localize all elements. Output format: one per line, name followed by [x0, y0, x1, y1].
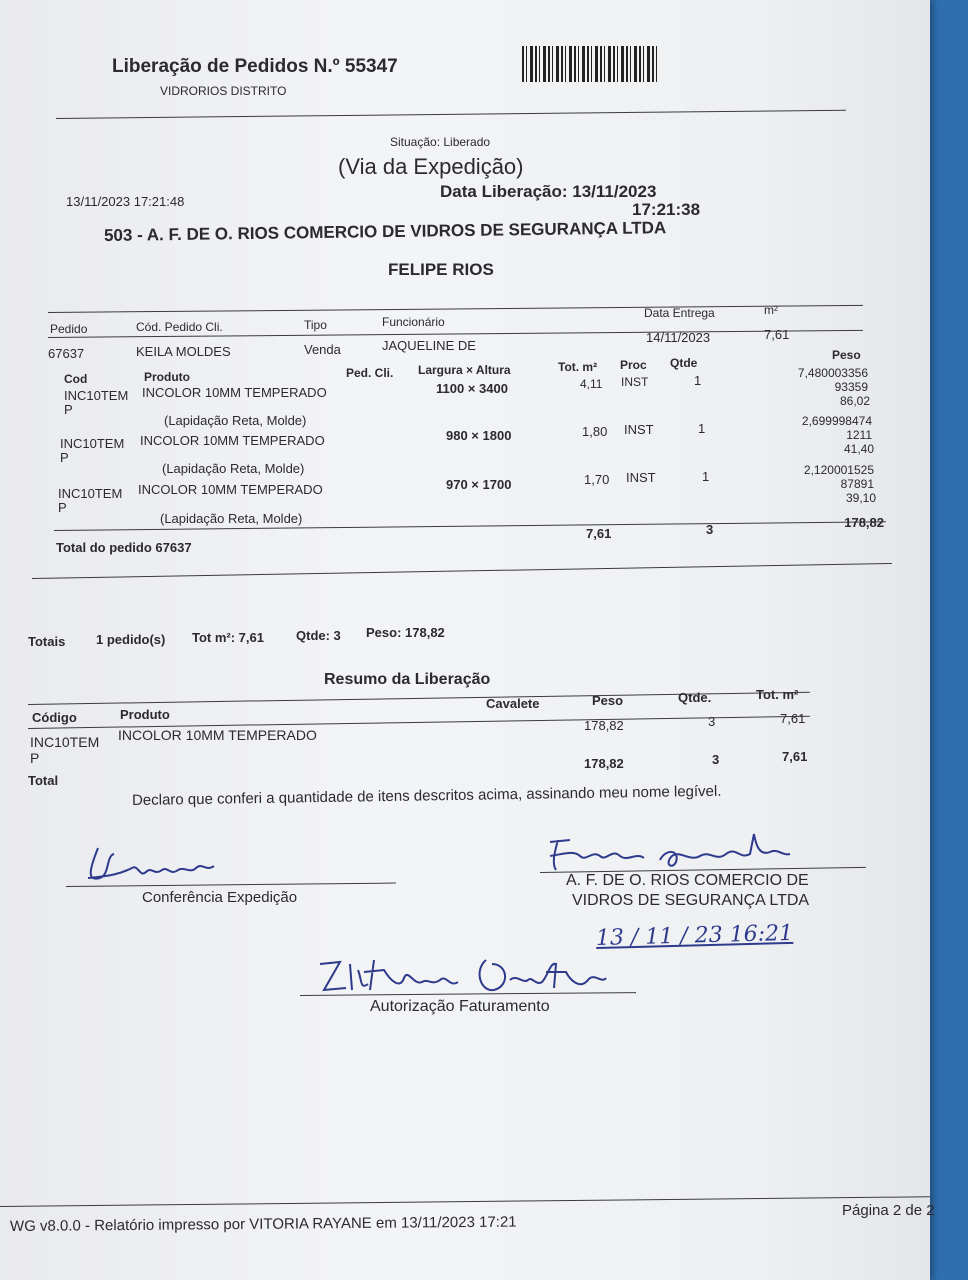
divider: [48, 305, 863, 313]
resumo-total-qtde: 3: [712, 752, 720, 767]
item-code-suffix: P: [64, 402, 73, 417]
item-qtde: 1: [702, 469, 710, 484]
footer-report: WG v8.0.0 - Relatório impresso por VITORIA RAYANE em 13/11/2023 17:21: [9, 1213, 517, 1235]
cliente-sign-line1: A. F. DE O. RIOS COMERCIO DE: [566, 872, 809, 889]
resumo-total-peso: 178,82: [584, 756, 624, 771]
item-qtde: 1: [698, 421, 706, 436]
order-delivery-date: 14/11/2023: [646, 330, 711, 345]
item-m2: 1,70: [584, 472, 610, 487]
item-peso-unit-cont: 1211: [846, 428, 872, 442]
handwritten-date: 13 / 11 / 23 16:21: [595, 920, 794, 951]
company-name: VIDRORIOS DISTRITO: [160, 84, 287, 98]
resumo-col-tot-m2: Tot. m²: [756, 687, 799, 702]
item-proc: INST: [626, 470, 656, 485]
resumo-col-produto: Produto: [120, 707, 170, 722]
item-code: INC10TEM: [58, 486, 123, 501]
divider: [0, 1196, 930, 1207]
item-code: INC10TEM: [64, 388, 129, 403]
item-proc: INST: [624, 422, 654, 437]
col-tot-m2: Tot. m²: [558, 360, 598, 374]
item-obs: (Lapidação Reta, Molde): [162, 461, 305, 476]
totals-qtde: Qtde: 3: [296, 628, 341, 643]
order-m2: 7,61: [764, 327, 790, 342]
item-peso-unit: 2,120001525: [803, 463, 874, 477]
page-number: Página 2 de 2: [842, 1202, 935, 1219]
faturamento-label: Autorização Faturamento: [370, 998, 550, 1015]
item-m2: 4,11: [580, 377, 603, 391]
col-m2: m²: [764, 303, 778, 317]
order-total-qtde: 3: [706, 522, 714, 537]
col-data-entrega: Data Entrega: [644, 306, 715, 320]
release-date: Data Liberação: 13/11/2023: [440, 182, 657, 201]
col-peso: Peso: [832, 348, 861, 362]
resumo-col-cavalete: Cavalete: [486, 696, 540, 711]
divider: [56, 110, 846, 119]
item-product: INCOLOR 10MM TEMPERADO: [142, 385, 327, 400]
resumo-col-qtde: Qtde.: [678, 690, 712, 705]
document-title: Liberação de Pedidos N.º 55347: [112, 56, 398, 77]
resumo-tot-m2: 7,61: [780, 711, 806, 726]
status-text: Situação: Liberado: [390, 135, 491, 149]
col-pedido: Pedido: [50, 322, 88, 336]
item-qtde: 1: [694, 373, 702, 388]
item-peso: 86,02: [839, 394, 870, 408]
item-peso: 39,10: [845, 491, 876, 505]
totals-pedidos: 1 pedido(s): [96, 632, 166, 647]
barcode: [522, 46, 660, 82]
order-employee: JAQUELINE DE: [382, 338, 476, 353]
totals-m2: Tot m²: 7,61: [192, 630, 264, 645]
signature-conferencia: [80, 838, 230, 888]
resumo-code-suffix: P: [30, 750, 40, 766]
item-code: INC10TEM: [60, 436, 125, 451]
col-proc: Proc: [620, 358, 647, 372]
via-label: (Via da Expedição): [338, 154, 524, 179]
resumo-col-peso: Peso: [592, 693, 624, 708]
resumo-title: Resumo da Liberação: [324, 671, 491, 688]
client-contact: FELIPE RIOS: [388, 260, 494, 279]
resumo-col-codigo: Código: [32, 710, 77, 725]
print-timestamp: 13/11/2023 17:21:48: [66, 194, 185, 209]
item-dims: 970 × 1700: [446, 477, 512, 492]
col-funcionario: Funcionário: [382, 315, 445, 329]
release-time: 17:21:38: [632, 200, 701, 219]
item-peso: 41,40: [843, 442, 874, 456]
cliente-sign-line2: VIDROS DE SEGURANÇA LTDA: [572, 892, 810, 909]
resumo-total-label: Total: [28, 773, 59, 788]
totals-peso: Peso: 178,82: [366, 625, 445, 640]
order-total-peso: 178,82: [844, 515, 884, 530]
item-proc: INST: [621, 375, 649, 389]
order-total-label: Total do pedido 67637: [56, 540, 192, 555]
item-product: INCOLOR 10MM TEMPERADO: [140, 433, 325, 448]
resumo-qtde: 3: [708, 714, 716, 729]
item-peso-unit-cont: 87891: [840, 477, 874, 491]
totals-label: Totais: [28, 634, 66, 649]
order-number: 67637: [48, 346, 85, 361]
resumo-product: INCOLOR 10MM TEMPERADO: [118, 727, 317, 743]
item-dims: 980 × 1800: [446, 428, 512, 443]
resumo-peso: 178,82: [584, 718, 624, 733]
resumo-total-m2: 7,61: [782, 749, 808, 764]
order-total-m2: 7,61: [586, 526, 612, 541]
conferencia-label: Conferência Expedição: [142, 889, 298, 906]
client-name: 503 - A. F. DE O. RIOS COMERCIO DE VIDROS DE SEGURANÇA LTDA: [103, 218, 667, 245]
item-peso-unit: 7,480003356: [797, 366, 868, 380]
col-ped-cli: Ped. Cli.: [346, 366, 394, 380]
item-obs: (Lapidação Reta, Molde): [160, 511, 303, 526]
item-obs: (Lapidação Reta, Molde): [164, 413, 307, 428]
col-tipo: Tipo: [304, 318, 327, 332]
col-qtde: Qtde: [670, 356, 698, 370]
item-dims: 1100 × 3400: [436, 381, 508, 396]
order-type: Venda: [304, 342, 341, 357]
resumo-code: INC10TEM: [30, 734, 100, 750]
divider: [32, 563, 892, 579]
declaration-text: Declaro que conferi a quantidade de itens descritos acima, assinando meu nome legível.: [131, 782, 722, 809]
order-client-code: KEILA MOLDES: [136, 344, 231, 359]
item-code-suffix: P: [58, 500, 67, 515]
item-code-suffix: P: [60, 450, 69, 465]
col-produto: Produto: [144, 370, 190, 384]
col-cod: Cod: [64, 372, 88, 386]
item-product: INCOLOR 10MM TEMPERADO: [138, 482, 323, 497]
col-dims: Largura × Altura: [418, 363, 511, 377]
item-peso-unit: 2,699998474: [801, 414, 872, 428]
item-m2: 1,80: [582, 424, 608, 439]
item-peso-unit-cont: 93359: [834, 380, 868, 394]
col-cod-pedido: Cód. Pedido Cli.: [136, 320, 223, 334]
